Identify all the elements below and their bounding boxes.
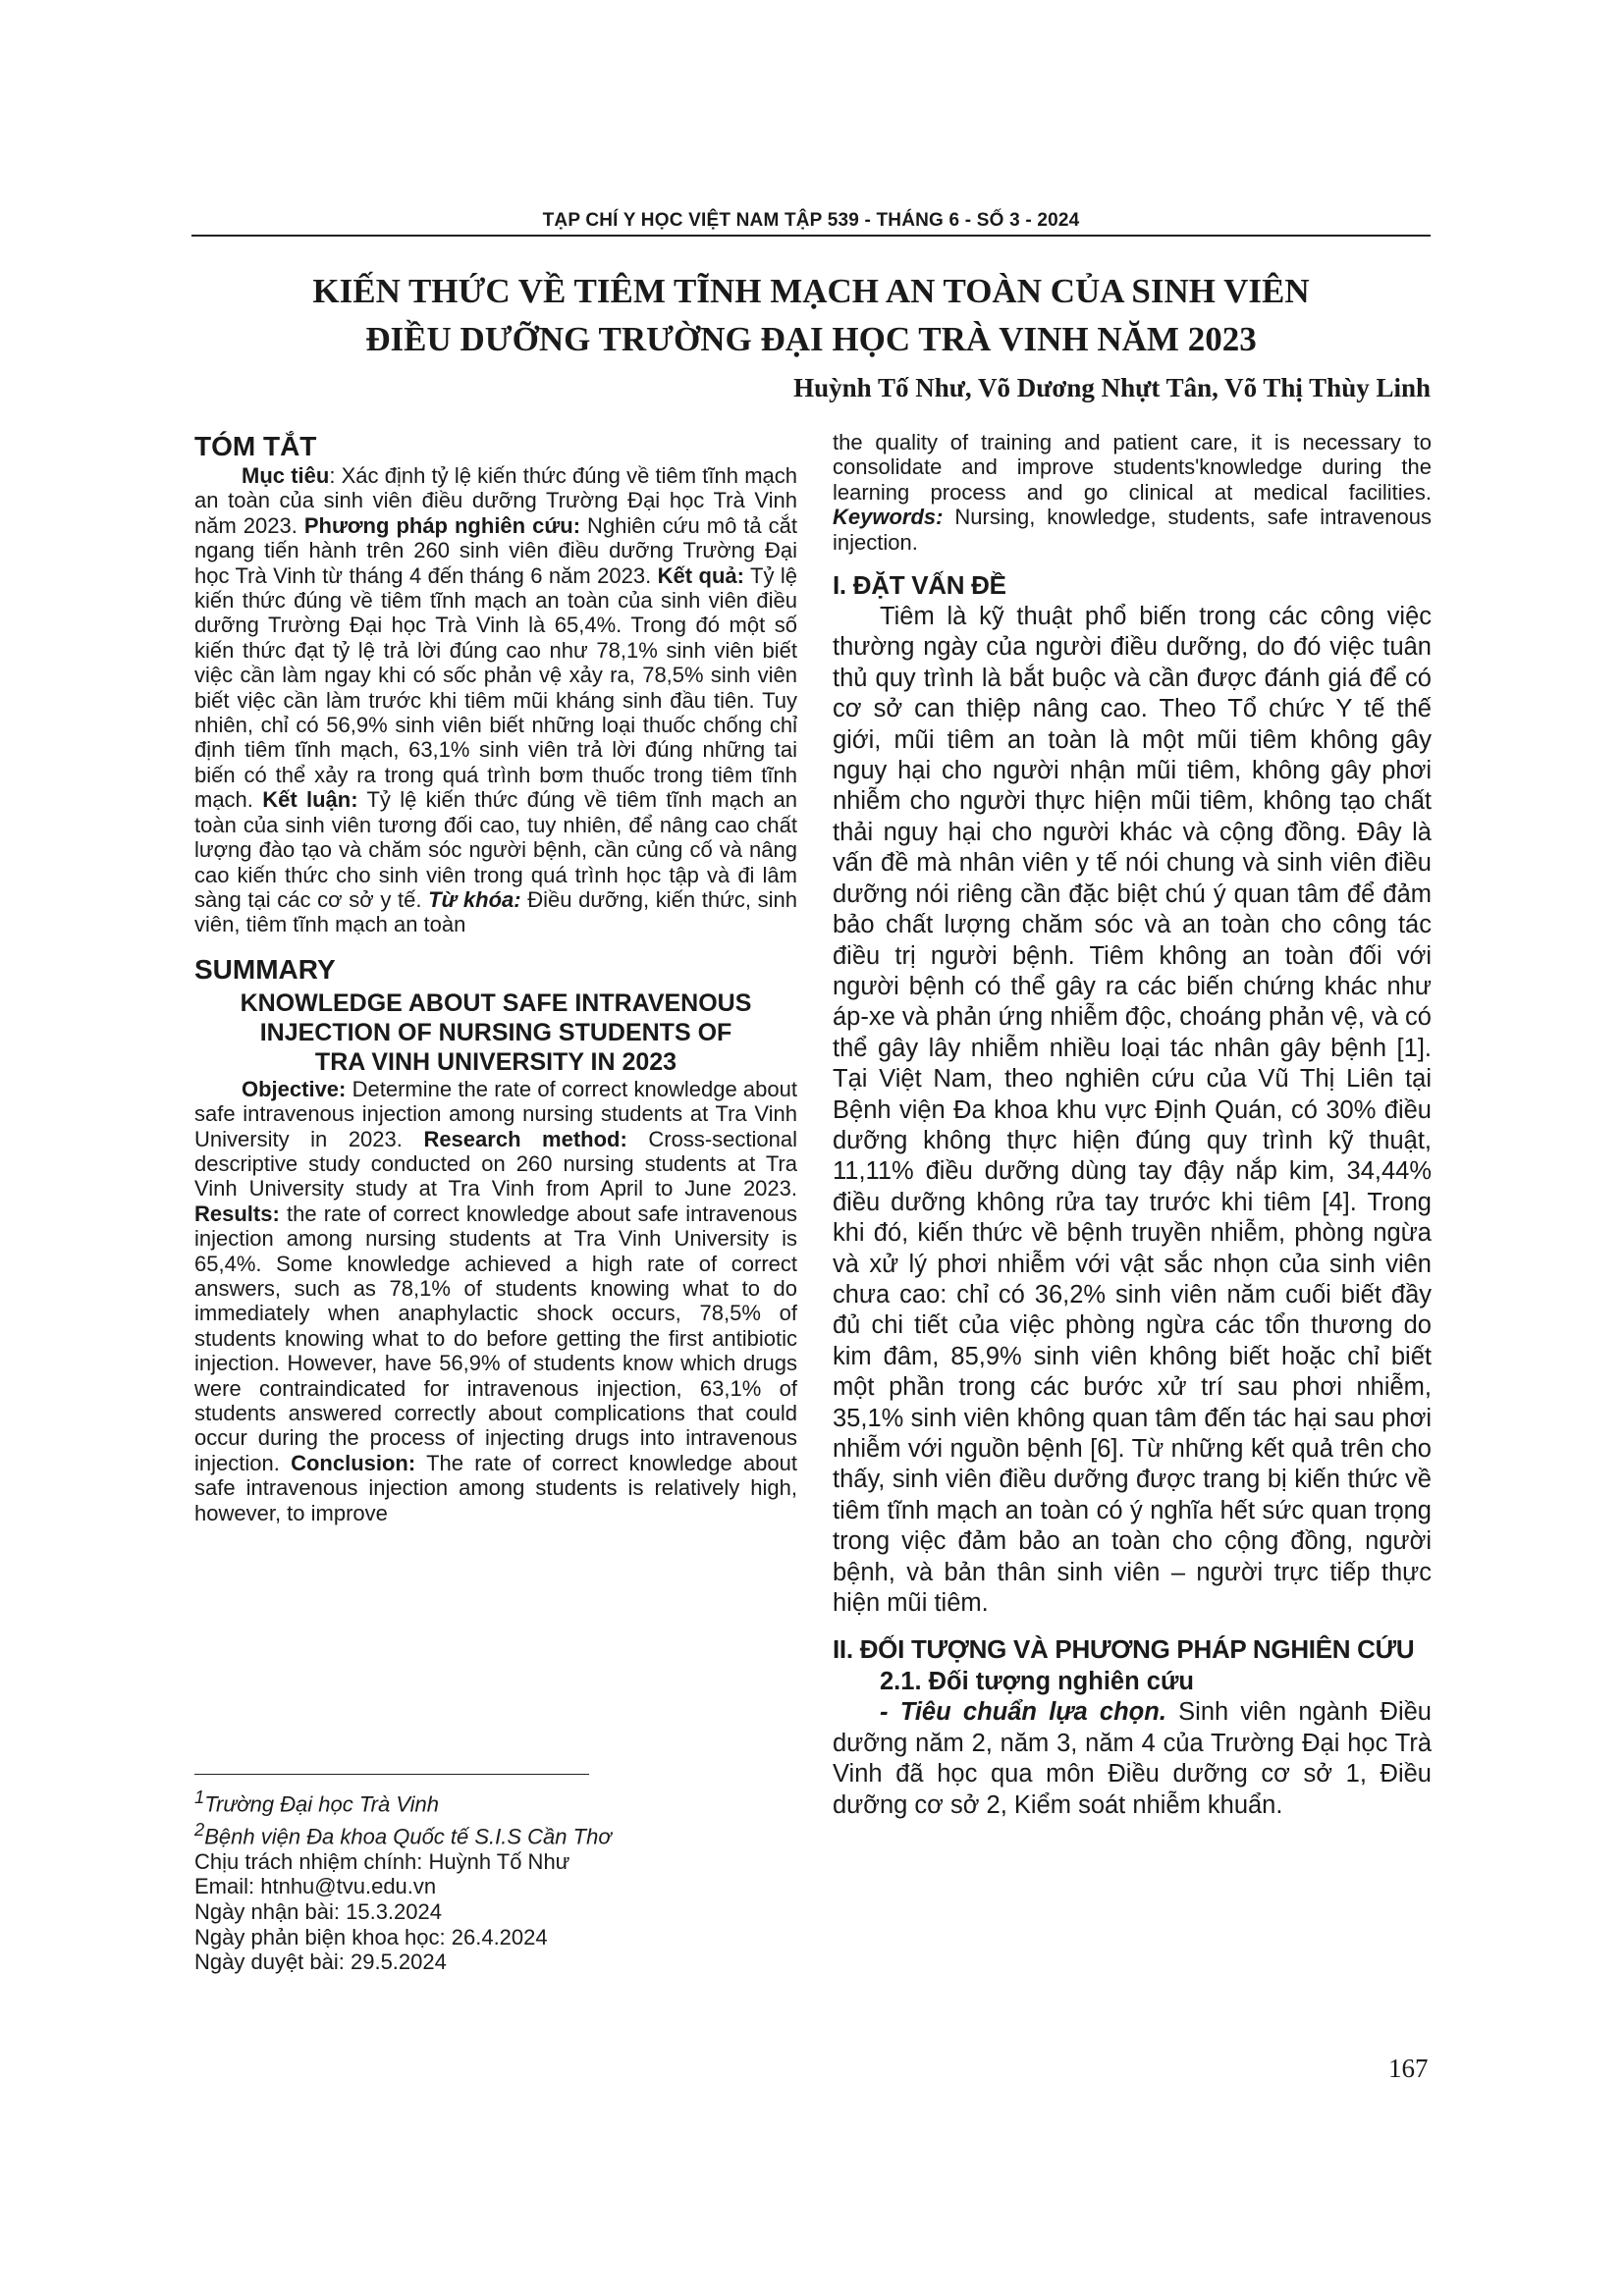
article-title: [191, 267, 1431, 363]
affiliation-1-text: Trường Đại học Trà Vinh: [204, 1791, 439, 1817]
en-results-text: the rate of correct knowledge about safe intravenous injection among nursing students at Tra Vinh University is 65,4%. Some knowledge achieved a high rate of correct answers, such as 78,1% of students knowing what to do immediately when anaphylactic shock occurs, 78,5% of students knowing what to do before getting the first antibiotic injection. However, have 56,9% of students know which drugs were contraindicated for intravenous injection, 63,1% of students answered correctly about complications that could occur during the process of injecting drugs into intravenous injection.: [194, 1201, 797, 1475]
keywords-en-label: Keywords:: [833, 505, 944, 530]
en-conclusion-label: Conclusion:: [291, 1450, 416, 1475]
conclusion-text: Tỷ lệ kiến thức đúng về tiêm tĩnh mạch an toàn của sinh viên tương đối cao, tuy nhiên, để nâng cao chất lượng đào tạo và chăm sóc người bệnh, cần củng cố và nâng cao kiến thức cho sinh viên trong quá trình học tập và đi lâm sàng tại các cơ sở y tế.: [194, 787, 798, 912]
objective-label: Mục tiêu: [242, 463, 330, 488]
footnote-divider: [194, 1774, 589, 1775]
summary-heading: SUMMARY: [194, 953, 336, 985]
section-1-body: Tiêm là kỹ thuật phổ biến trong các công việc thường ngày của người điều dưỡng, do đó việc tuân thủ quy trình là bắt buộc và cần được đánh giá để có cơ sở can thiệp nâng cao. Theo Tổ chức Y tế thế giới, mũi tiêm an toàn là một mũi tiêm không gây nguy hại cho người nhận mũi tiêm, không gây phơi nhiễm cho người thực hiện mũi tiêm, không tạo chất thải nguy hại cho người khác và cộng đồng. Đây là vấn đề mà nhân viên y tế nói chung và sinh viên điều dưỡng nói riêng cần đặc biệt chú ý quan tâm để đảm bảo chất lượng chăm sóc và an toàn cho công tác điều trị người bệnh. Tiêm không an toàn đối với người bệnh có thể gây ra các biến chứng khác như áp-xe và phản ứng nhiễm độc, choáng phản vệ, và có thể gây lây nhiễm nhiều loại tác nhân gây bệnh [1]. Tại Việt Nam, theo nghiên cứu của Vũ Thị Liên tại Bệnh viện Đa khoa khu vực Định Quán, có 30% điều dưỡng không thực hiện đúng quy trình kỹ thuật, 11,11% điều dưỡng dùng tay đậy nắp kim, 34,44% điều dưỡng không rửa tay trước khi tiêm [4]. Trong khi đó, kiến thức về bệnh truyền nhiễm, phòng ngừa và xử lý phơi nhiễm với vật sắc nhọn của sinh viên chưa cao: chỉ có 36,2% sinh viên năm cuối biết đầy đủ chi tiết của việc phòng ngừa các tổn thương do kim đâm, 85,9% sinh viên không biết hoặc chỉ biết một phần trong các bước xử trí sau phơi nhiễm, 35,1% sinh viên không quan tâm đến tác hại sau phơi nhiễm với nguồn bệnh [6]. Từ những kết quả trên cho thấy, sinh viên điều dưỡng được trang bị kiến thức về tiêm tĩnh mạch an toàn có ý nghĩa hết sức quan trọng trong việc đảm bảo an toàn cho cộng đồng, người bệnh, và bản thân sinh viên – người trực tiếp thực hiện mũi tiêm.: [833, 603, 1432, 1618]
contact-email: Email: htnhu@tvu.edu.vn: [194, 1874, 437, 1899]
method-text: Nghiên cứu mô tả cắt ngang tiến hành trên 260 sinh viên điều dưỡng Trường Đại học Trà Vinh từ tháng 4 đến tháng 6 năm 2023.: [194, 512, 798, 588]
affiliation-1-marker: 1: [194, 1787, 205, 1807]
abstract-en-continuation: [833, 430, 1432, 555]
results-label: Kết quả:: [657, 562, 744, 588]
en-objective-text: Determine the rate of correct knowledge about safe intravenous injection among nursing students at Tra Vinh University in 2023.: [194, 1076, 797, 1151]
abstract-en-body: [194, 1077, 797, 1525]
en-method-label: Research method:: [423, 1126, 627, 1151]
en-results-label: Results:: [194, 1201, 280, 1226]
title-line-2: ĐIỀU DƯỠNG TRƯỜNG ĐẠI HỌC TRÀ VINH NĂM 2023: [365, 320, 1257, 358]
date-accepted: Ngày duyệt bài: 29.5.2024: [194, 1949, 447, 1975]
footnotes: [194, 1785, 797, 1975]
left-column: [194, 430, 797, 1525]
results-text: Tỷ lệ kiến thức đúng về tiêm tĩnh mạch an toàn của sinh viên điều dưỡng Trường Đại học Trà Vinh là 65,4%. Trong đó một số kiến thức đạt tỷ lệ trả lời đúng cao như 78,1% sinh viên biết việc cần làm ngay khi có sốc phản vệ xảy ra, 78,5% sinh viên biết việc cần làm trước khi tiêm mũi kháng sinh đầu tiên. Tuy nhiên, chỉ có 56,9% sinh viên biết những loại thuốc chống chỉ định tiêm tĩnh mạch, 63,1% sinh viên trả lời đúng những tai biến có thể xảy ra trong quá trình bơm thuốc trong tiêm tĩnh mạch.: [194, 562, 798, 813]
section-2-1-body: [833, 1697, 1432, 1821]
summary-title-line-1: KNOWLEDGE ABOUT SAFE INTRAVENOUS: [240, 988, 752, 1017]
right-column: [833, 430, 1432, 1821]
objective-text: : Xác định tỷ lệ kiến thức đúng về tiêm tĩnh mạch an toàn của sinh viên điều dưỡng Trường Đại học Trà Vinh năm 2023.: [194, 463, 797, 538]
title-line-1: KIẾN THỨC VỀ TIÊM TĨNH MẠCH AN TOÀN CỦA SINH VIÊN: [312, 272, 1310, 310]
keywords-vi-label: Từ khóa:: [428, 886, 521, 912]
header-divider: [191, 235, 1431, 237]
conclusion-label: Kết luận:: [262, 787, 358, 813]
keywords-en-text: Nursing, knowledge, students, safe intravenous injection.: [833, 505, 1432, 555]
abstract-vi-body: [194, 463, 797, 937]
en-conclusion-text: The rate of correct knowledge about safe intravenous injection among students is relatively high, however, to improve: [194, 1450, 797, 1525]
section-2-1-heading: 2.1. Đối tượng nghiên cứu: [880, 1668, 1194, 1696]
date-reviewed: Ngày phản biện khoa học: 26.4.2024: [194, 1924, 548, 1949]
summary-title-line-3: TRA VINH UNIVERSITY IN 2023: [314, 1047, 677, 1076]
journal-header: TẠP CHÍ Y HỌC VIỆT NAM TẬP 539 - THÁNG 6 - SỐ 3 - 2024: [542, 210, 1080, 231]
en-objective-label: Objective:: [242, 1076, 347, 1101]
criteria-text: Sinh viên ngành Điều dưỡng năm 2, năm 3, năm 4 của Trường Đại học Trà Vinh đã học qua môn Điều dưỡng cơ sở 1, Điều dưỡng cơ sở 2, Kiểm soát nhiễm khuẩn.: [833, 1698, 1432, 1819]
abstract-vi-heading: TÓM TẮT: [194, 431, 317, 461]
keywords-vi-text: Điều dưỡng, kiến thức, sinh viên, tiêm tĩnh mạch an toàn: [194, 886, 798, 937]
affiliation-2-text: Bệnh viện Đa khoa Quốc tế S.I.S Cần Thơ: [204, 1824, 612, 1849]
responsible-author: Chịu trách nhiệm chính: Huỳnh Tố Như: [194, 1848, 570, 1874]
affiliation-1: [194, 1785, 797, 1817]
page-number: 167: [1388, 2054, 1429, 2083]
section-2-heading: II. ĐỐI TƯỢNG VÀ PHƯƠNG PHÁP NGHIÊN CỨU: [833, 1634, 1415, 1665]
affiliation-2: [194, 1817, 797, 1849]
criteria-label: - Tiêu chuẩn lựa chọn.: [880, 1698, 1166, 1727]
en-continuation-text: the quality of training and patient care, it is necessary to consolidate and improve students'knowledge during the learning process and go clinical at medical facilities.: [833, 430, 1432, 505]
method-label: Phương pháp nghiên cứu:: [303, 512, 581, 538]
summary-title-line-2: INJECTION OF NURSING STUDENTS OF: [259, 1018, 732, 1046]
en-method-text: Cross-sectional descriptive study conducted on 260 nursing students at Tra Vinh University study at Tra Vinh from April to June 2023.: [194, 1126, 797, 1201]
summary-title: [194, 988, 797, 1077]
date-received: Ngày nhận bài: 15.3.2024: [194, 1899, 442, 1925]
section-1-heading: I. ĐẶT VẤN ĐỀ: [833, 570, 1006, 601]
author-list: Huỳnh Tố Như, Võ Dương Nhựt Tân, Võ Thị Thùy Linh: [793, 373, 1431, 402]
affiliation-2-marker: 2: [194, 1818, 205, 1840]
